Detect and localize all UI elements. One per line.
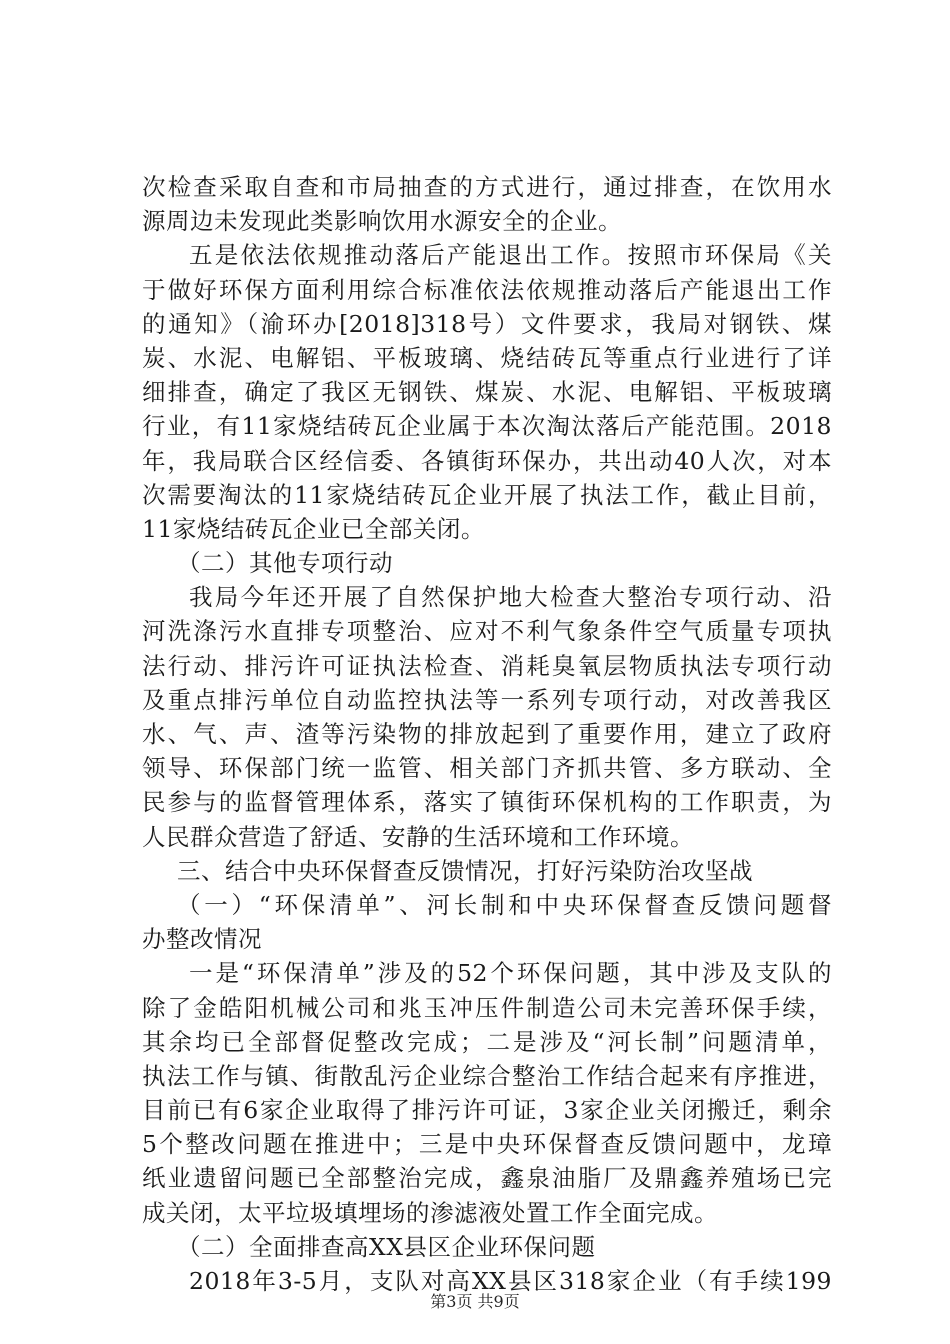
text-line: 领导、环保部门统一监管、相关部门齐抓共管、多方联动、全 (142, 754, 832, 783)
text-line: 及重点排污单位自动监控执法等一系列专项行动，对改善我区 (142, 685, 832, 714)
text-line: 次检查采取自查和市局抽查的方式进行，通过排查，在饮用水 (142, 173, 832, 201)
paragraph-start-line: 我局今年还开展了自然保护地大检查大整治专项行动、沿 (189, 583, 832, 612)
paragraph-start-line: 一是“环保清单”涉及的52个环保问题，其中涉及支队的 (189, 959, 832, 988)
text-line: 11家烧结砖瓦企业已全部关闭。 (142, 514, 485, 543)
text-line: 的通知》（渝环办[2018]318号）文件要求，我局对钢铁、煤 (142, 309, 832, 338)
text-line: 年，我局联合区经信委、各镇街环保办，共出动40人次，对本 (142, 446, 832, 475)
text-line: 5个整改问题在推进中；三是中央环保督查反馈问题中，龙璋 (142, 1130, 832, 1159)
text-line: 民参与的监督管理体系，落实了镇街环保机构的工作职责，为 (142, 788, 832, 817)
text-line: 河洗涤污水直排专项整治、应对不利气象条件空气质量专项执 (142, 617, 832, 646)
text-line: 目前已有6家企业取得了排污许可证，3家企业关闭搬迁，剩余 (142, 1096, 832, 1125)
text-line: 次需要淘汰的11家烧结砖瓦企业开展了执法工作，截止目前， (142, 480, 832, 509)
text-line: 除了金皓阳机械公司和兆玉冲压件制造公司未完善环保手续， (142, 993, 832, 1022)
text-line: 行业，有11家烧结砖瓦企业属于本次淘汰落后产能范围。2018 (142, 412, 832, 441)
text-line: 于做好环保方面利用综合标准依法依规推动落后产能退出工作 (142, 275, 832, 304)
text-line: 炭、水泥、电解铝、平板玻璃、烧结砖瓦等重点行业进行了详 (142, 343, 832, 372)
text-line: 办整改情况 (142, 925, 262, 954)
paragraph-start-line: 五是依法依规推动落后产能退出工作。按照市环保局《关 (189, 241, 832, 270)
text-line: 成关闭，太平垃圾填埋场的渗滤液处置工作全面完成。 (142, 1198, 718, 1227)
page-number-footer: 第3页 共9页 (430, 1292, 520, 1311)
text-line: 纸业遗留问题已全部整治完成，鑫泉油脂厂及鼎鑫养殖场已完 (142, 1164, 832, 1193)
section-heading: （一）“环保清单”、河长制和中央环保督查反馈问题督 (177, 890, 832, 919)
text-line: 源周边未发现此类影响饮用水源安全的企业。 (142, 207, 622, 236)
section-heading: （二）全面排查高XX县区企业环保问题 (177, 1232, 596, 1261)
text-line: 执法工作与镇、街散乱污企业综合整治工作结合起来有序推进， (142, 1061, 832, 1090)
text-line: 人民群众营造了舒适、安静的生活环境和工作环境。 (142, 822, 694, 851)
section-heading: 三、结合中央环保督查反馈情况，打好污染防治攻坚战 (177, 856, 753, 885)
document-body (142, 170, 832, 1298)
text-line: 法行动、排污许可证执法检查、消耗臭氧层物质执法专项行动 (142, 651, 832, 680)
text-line: 水、气、声、渣等污染物的排放起到了重要作用，建立了政府 (142, 720, 832, 748)
text-line: 细排查，确定了我区无钢铁、煤炭、水泥、电解铝、平板玻璃 (142, 378, 832, 407)
text-line: 其余均已全部督促整改完成；二是涉及“河长制”问题清单， (142, 1027, 832, 1056)
paragraph-start-line: 2018年3-5月，支队对高XX县区318家企业（有手续199 (189, 1267, 832, 1295)
section-heading: （二）其他专项行动 (177, 549, 393, 578)
